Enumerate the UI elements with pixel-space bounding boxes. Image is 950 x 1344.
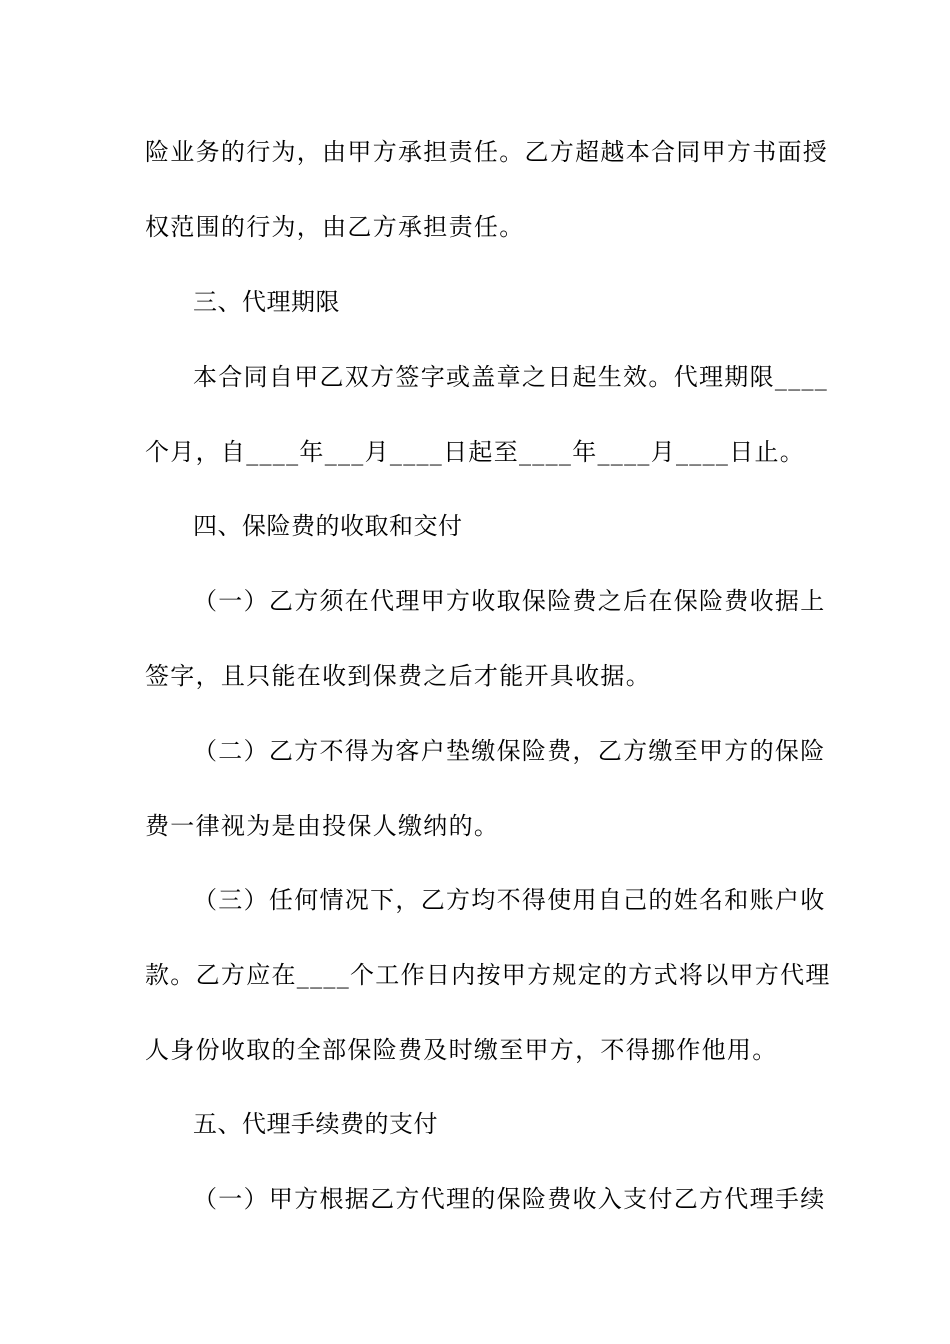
section-heading: 三、代理期限 [193,288,340,316]
paragraph-line: （一）乙方须在代理甲方收取保险费之后在保险费收据上 [193,587,826,615]
paragraph-line: 险业务的行为，由甲方承担责任。乙方超越本合同甲方书面授 [145,138,829,166]
paragraph-line: 权范围的行为，由乙方承担责任。 [145,213,525,241]
paragraph-line: 人身份收取的全部保险费及时缴至甲方，不得挪作他用。 [145,1036,778,1064]
paragraph-line: 费一律视为是由投保人缴纳的。 [145,812,500,840]
paragraph-line: 个月，自____年___月____日起至____年____月____日止。 [145,438,806,466]
paragraph-line: （三）任何情况下，乙方均不得使用自己的姓名和账户收 [193,886,826,914]
paragraph-line: 签字，且只能在收到保费之后才能开具收据。 [145,662,651,690]
section-heading: 五、代理手续费的支付 [193,1110,438,1138]
section-heading: 四、保险费的收取和交付 [193,512,463,540]
paragraph-line: 本合同自甲乙双方签字或盖章之日起生效。代理期限____ [193,363,829,391]
paragraph-line: 款。乙方应在____个工作日内按甲方规定的方式将以甲方代理 [145,961,831,989]
paragraph-line: （一）甲方根据乙方代理的保险费收入支付乙方代理手续 [193,1185,826,1213]
paragraph-line: （二）乙方不得为客户垫缴保险费，乙方缴至甲方的保险 [193,737,826,765]
